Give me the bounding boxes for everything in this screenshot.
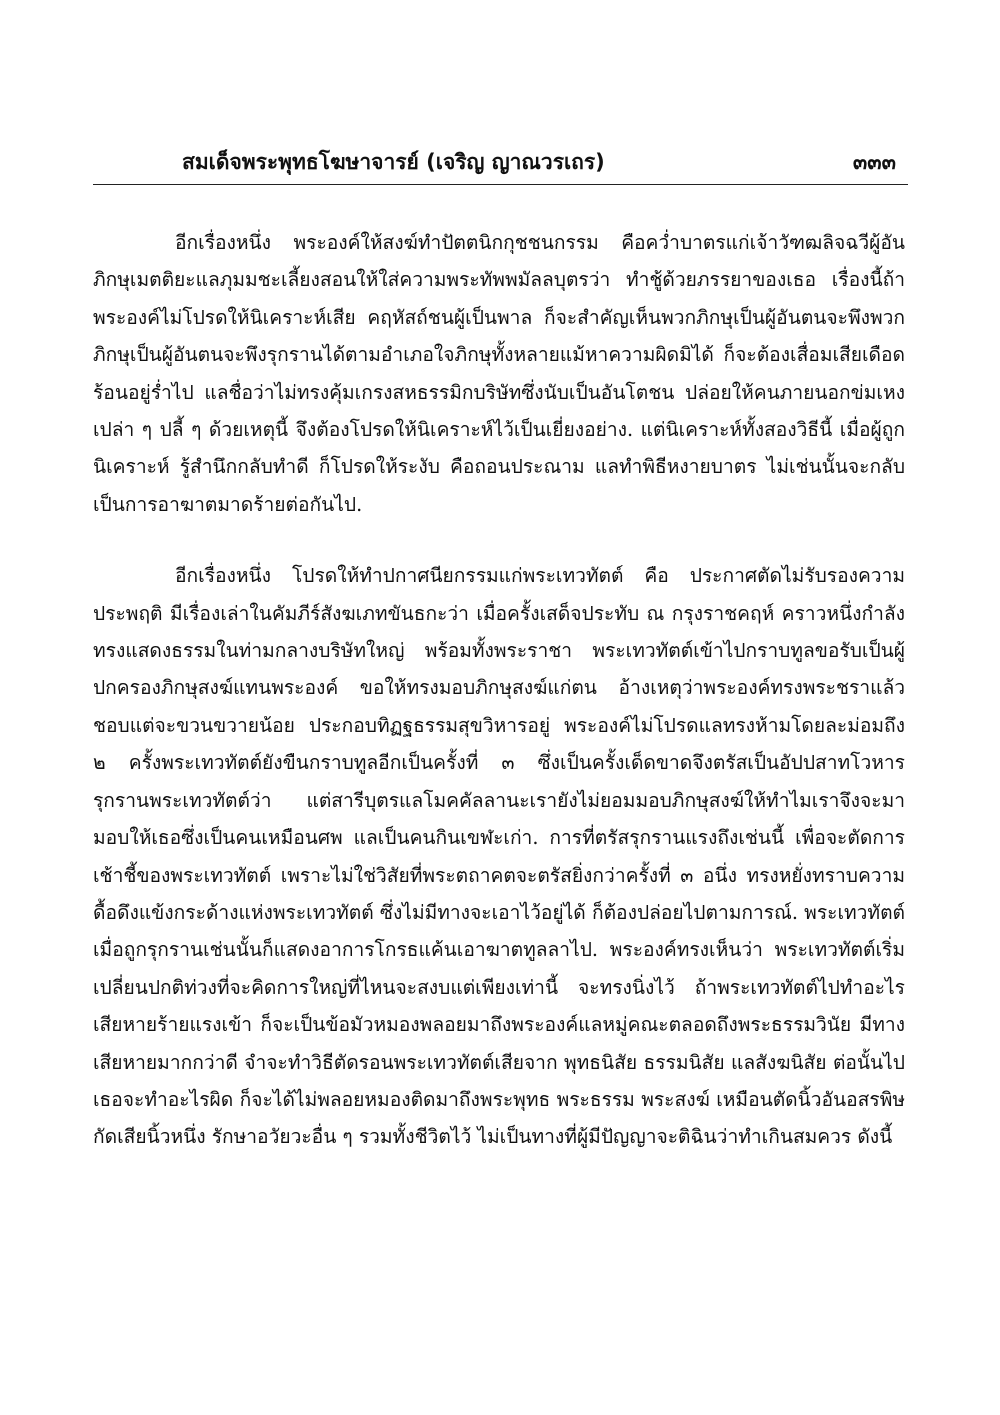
- body-text: [93, 224, 905, 1156]
- header-title: สมเด็จพระพุทธโฆษาจารย์ (เจริญ ญาณวรเถร): [182, 150, 605, 174]
- paragraph-1: อีกเรื่องหนึ่ง พระองค์ให้สงฆ์ทำปัตตนิกกุชชนกรรม คือคว่ำบาตรแก่เจ้าวัฑฒลิจฉวีผู้อันภิกษุเมตติยะแลภุมมชะเลี้ยงสอนให้ใส่ความพระทัพพมัลลบุตรว่า ทำชู้ด้วยภรรยาของเธอ เรื่องนี้ถ้าพระองค์ไม่โปรดให้นิเคราะห์เสีย คฤหัสถ์ชนผู้เป็นพาล ก็จะสำคัญเห็นพวกภิกษุเป็นผู้อันตนจะพึงพวกภิกษุเป็นผู้อันตนจะพึงรุกรานได้ตามอำเภอใจภิกษุทั้งหลายแม้หาความผิดมิได้ ก็จะต้องเสื่อมเสียเดือดร้อนอยู่ร่ำไป แลชื่อว่าไม่ทรงคุ้มเกรงสหธรรมิกบริษัทซึ่งนับเป็นอันโตชน ปล่อยให้คนภายนอกข่มเหงเปล่า ๆ ปลี้ ๆ ด้วยเหตุนี้ จึงต้องโปรดให้นิเคราะห์ไว้เป็นเยี่ยงอย่าง. แต่นิเคราะห์ทั้งสองวิธีนี้ เมื่อผู้ถูกนิเคราะห์ รู้สำนึกกลับทำดี ก็โปรดให้ระงับ คือถอนประณาม แลทำพิธีหงายบาตร ไม่เช่นนั้นจะกลับเป็นการอาฆาตมาดร้ายต่อกันไป.: [93, 231, 905, 516]
- page-number: ๓๓๓: [852, 150, 896, 174]
- running-header: [93, 140, 908, 185]
- paragraph-2: อีกเรื่องหนึ่ง โปรดให้ทำปกาศนียกรรมแก่พระเทวทัตต์ คือ ประกาศตัดไม่รับรองความประพฤติ มีเรื่องเล่าในคัมภีร์สังฆเภทขันธกะว่า เมื่อครั้งเสด็จประทับ ณ กรุงราชคฤห์ คราวหนึ่งกำลังทรงแสดงธรรมในท่ามกลางบริษัทใหญ่ พร้อมทั้งพระราชา พระเทวทัตต์เข้าไปกราบทูลขอรับเป็นผู้ปกครองภิกษุสงฆ์แทนพระองค์ ขอให้ทรงมอบภิกษุสงฆ์แก่ตน อ้างเหตุว่าพระองค์ทรงพระชราแล้ว ชอบแต่จะขวนขวายน้อย ประกอบทิฏฐธรรมสุขวิหารอยู่ พระองค์ไม่โปรดแลทรงห้ามโดยละม่อมถึง ๒ ครั้งพระเทวทัตต์ยังขืนกราบทูลอีกเป็นครั้งที่ ๓ ซึ่งเป็นครั้งเด็ดขาดจึงตรัสเป็นอัปปสาทโวหารรุกรานพระเทวทัตต์ว่า แต่สารีบุตรแลโมคคัลลานะเรายังไม่ยอมมอบภิกษุสงฆ์ให้ทำไมเราจึงจะมามอบให้เธอซึ่งเป็นคนเหมือนศพ แลเป็นคนกินเขฬะเก่า. การที่ตรัสรุกรานแรงถึงเช่นนี้ เพื่อจะตัดการเช้าชี้ของพระเทวทัตต์ เพราะไม่ใช่วิสัยที่พระตถาคตจะตรัสยิ่งกว่าครั้งที่ ๓ อนึ่ง ทรงหยั่งทราบความดื้อดึงแข้งกระด้างแห่งพระเทวทัตต์ ซึ่งไม่มีทางจะเอาไว้อยู่ได้ ก็ต้องปล่อยไปตามการณ์. พระเทวทัตต์เมื่อถูกรุกรานเช่นนั้นก็แสดงอาการโกรธแค้นเอาฆาตทูลลาไป. พระองค์ทรงเห็นว่า พระเทวทัตต์เริ่มเปลี่ยนปกติท่วงที่จะคิดการใหญ่ที่ไหนจะสงบแต่เพียงเท่านี้ จะทรงนิ่งไว้ ถ้าพระเทวทัตต์ไปทำอะไรเสียหายร้ายแรงเข้า ก็จะเป็นข้อมัวหมองพลอยมาถึงพระองค์แลหมู่คณะตลอดถึงพระธรรมวินัย มีทางเสียหายมากกว่าดี จำจะทำวิธีตัดรอนพระเทวทัตต์เสียจาก พุทธนิสัย ธรรมนิสัย แลสังฆนิสัย ต่อนั้นไปเธอจะทำอะไรผิด ก็จะได้ไม่พลอยหมองติดมาถึงพระพุทธ พระธรรม พระสงฆ์ เหมือนตัดนิ้วอันอสรพิษกัดเสียนิ้วหนึ่ง รักษาอวัยวะอื่น ๆ รวมทั้งชีวิตไว้ ไม่เป็นทางที่ผู้มีปัญญาจะติฉินว่าทำเกินสมควร ดังนี้: [93, 564, 905, 1149]
